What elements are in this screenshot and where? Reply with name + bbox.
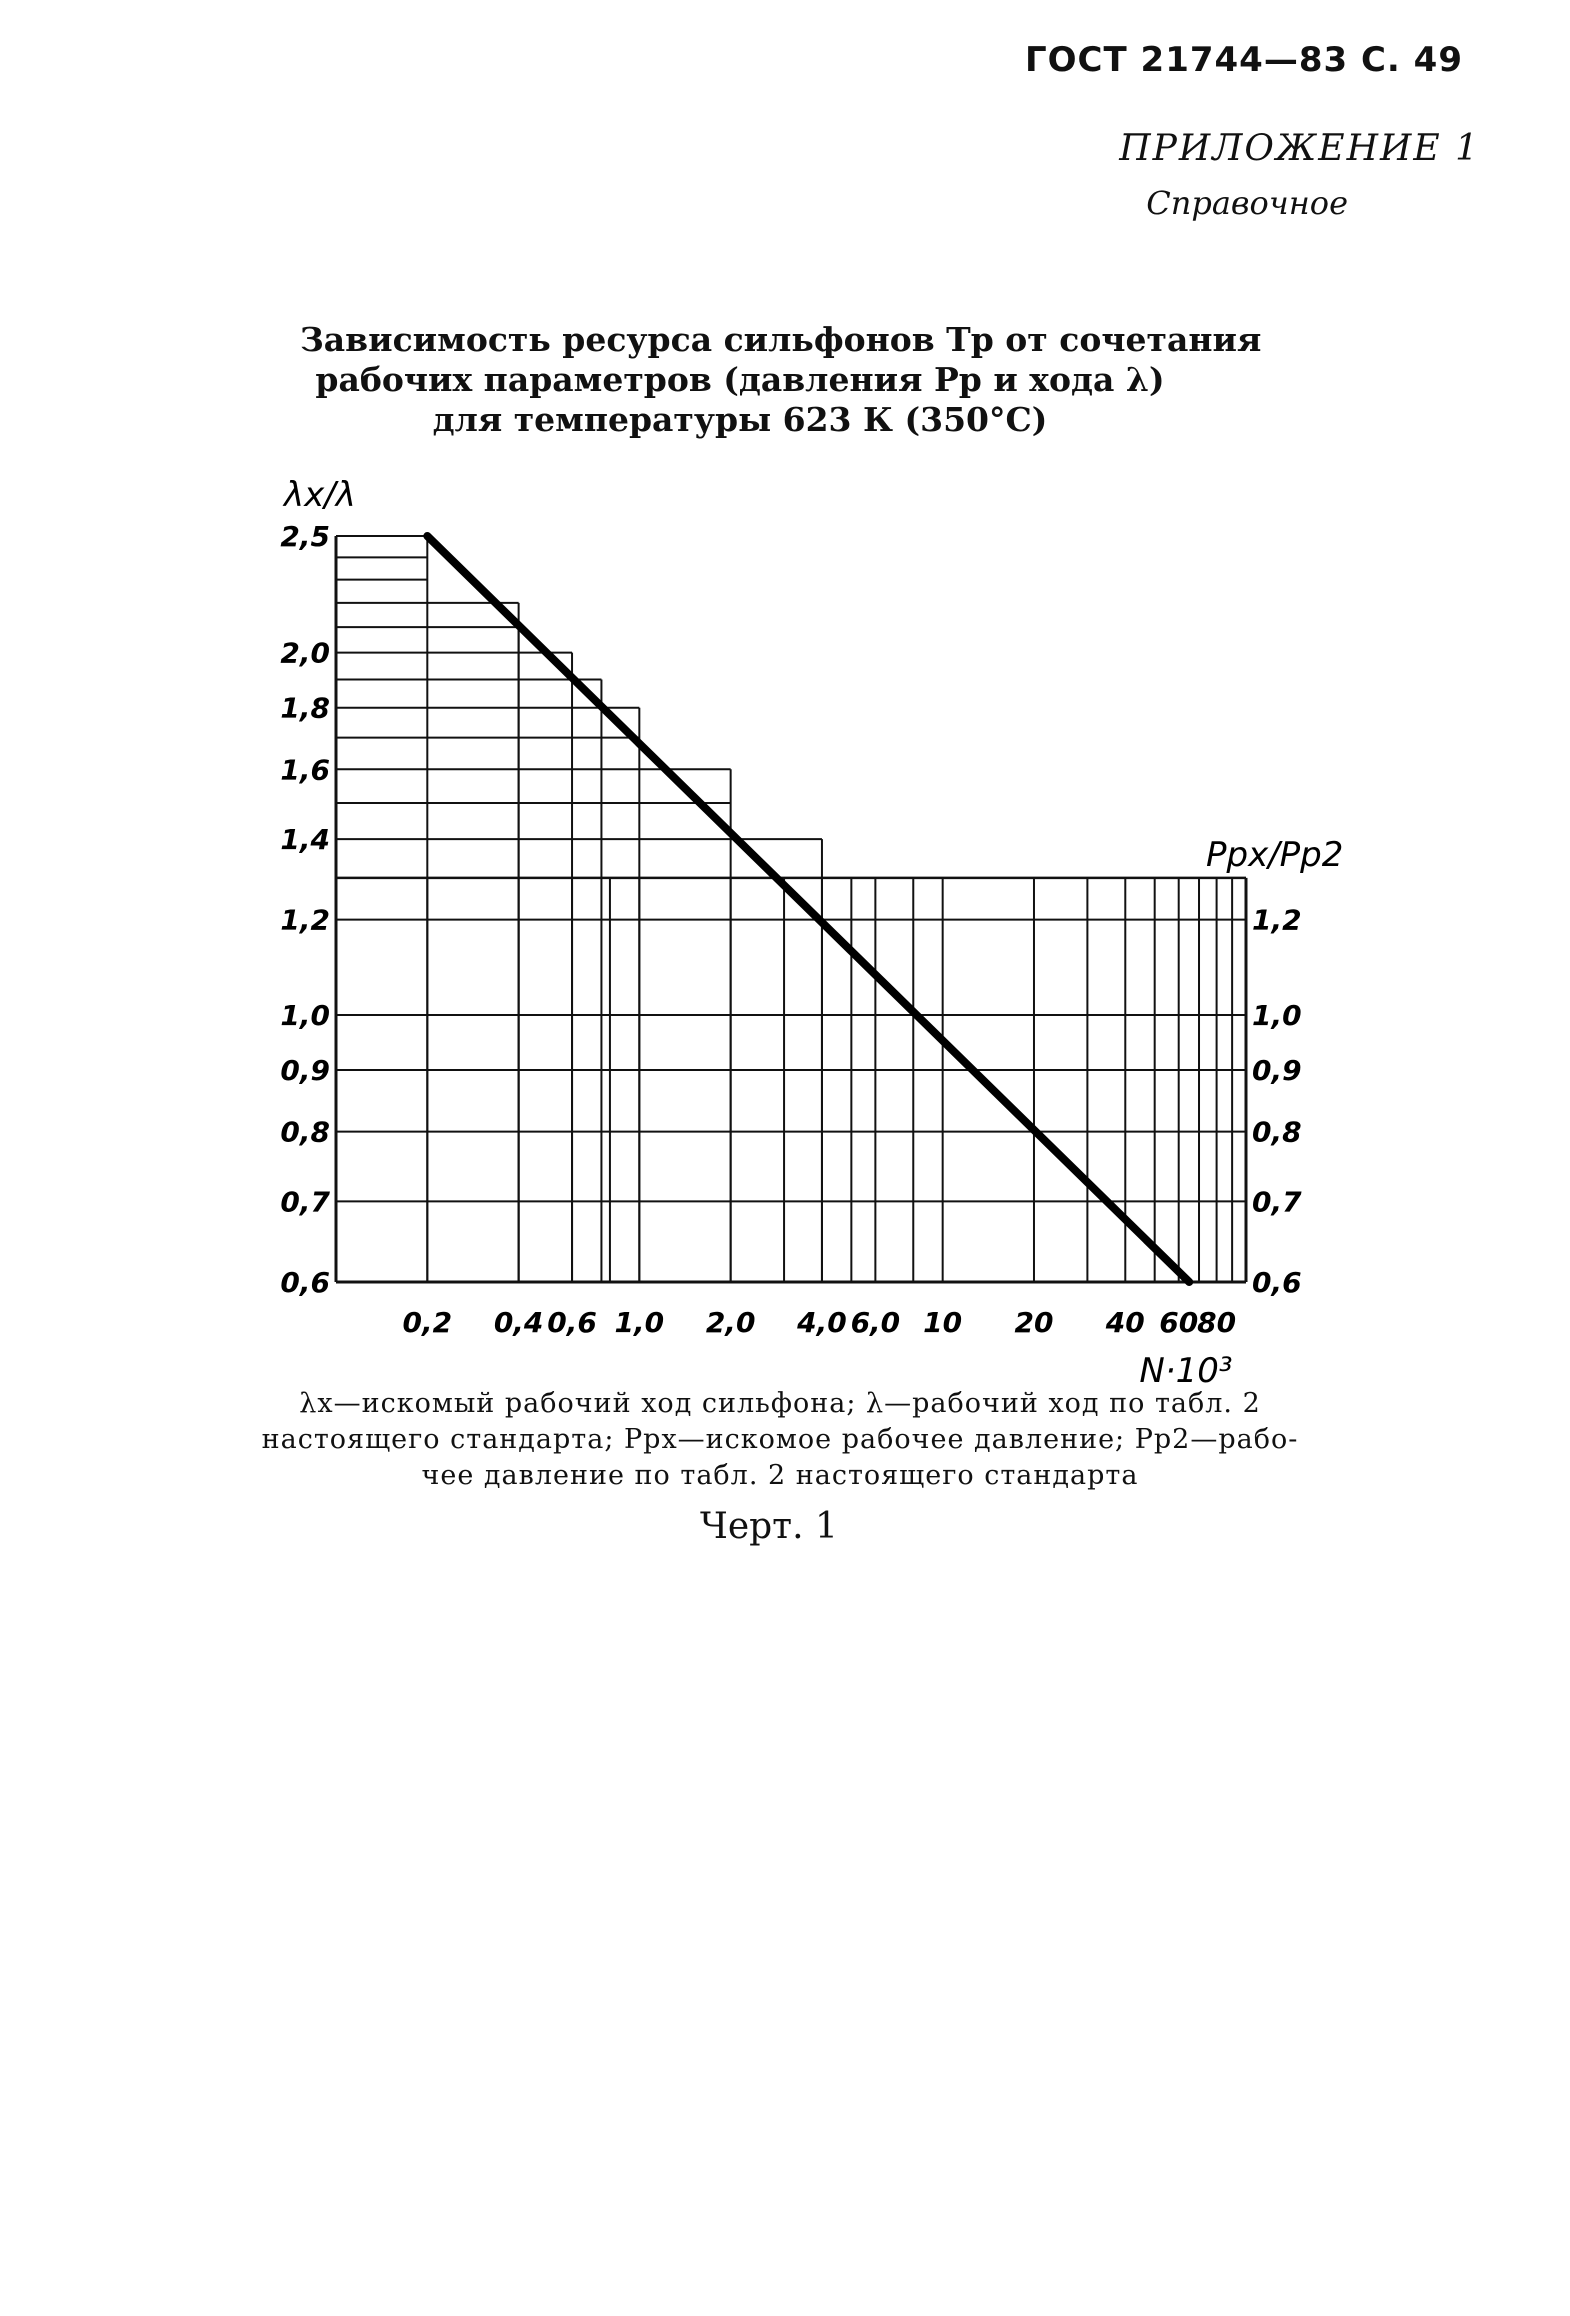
y-tick-left: 0,9 [280,1054,330,1088]
y-tick-left: 0,7 [280,1185,330,1219]
resource-line [427,536,1189,1282]
appendix-label: ПРИЛОЖЕНИЕ 1 [1119,128,1480,169]
y-tick-left: 2,5 [280,520,330,553]
chart-title-line-1: Зависимость ресурса сильфонов Tр от сочетания [300,320,1262,359]
y-tick-left: 0,6 [280,1266,330,1299]
caption-line-3: чее давление по табл. 2 настоящего стандарта [421,1460,1139,1491]
x-tick: 2,0 [705,1306,756,1339]
x-tick: 4,0 [797,1306,847,1339]
chart-caption [260,1386,1300,1494]
figure-label: Черт. 1 [700,1506,838,1547]
y-tick-left: 0,8 [280,1115,330,1149]
y-tick-left: 1,4 [280,823,330,857]
y-tick-left: 1,2 [280,903,330,937]
y-axis-title-right: Ppx/Pp2 [1206,834,1344,875]
x-tick: 60 [1159,1306,1199,1339]
y-tick-right: 1,2 [1252,903,1302,937]
chart-title-line-2: рабочих параметров (давления Pр и хода λ) [315,360,1165,399]
x-tick: 6,0 [850,1306,901,1339]
x-tick: 10 [923,1306,963,1339]
y-tick-right: 1,0 [1252,998,1302,1032]
y-tick-right: 0,6 [1252,1266,1302,1299]
y-tick-right: 0,9 [1252,1054,1302,1088]
y-tick-left: 2,0 [280,636,330,670]
x-tick: 0,2 [402,1306,453,1339]
y-axis-title-left: λx/λ [284,475,356,515]
x-tick: 1,0 [614,1306,665,1339]
y-tick-left: 1,6 [280,753,330,787]
x-tick: 40 [1105,1306,1145,1339]
chart-title-line-3: для температуры 623 К (350°С) [432,400,1048,439]
x-tick: 80 [1197,1306,1237,1339]
caption-line-1: λx—искомый рабочий ход сильфона; λ—рабочий ход по табл. 2 [299,1388,1261,1419]
x-axis-title: N·10³ [1139,1351,1233,1391]
standard-header: ГОСТ 21744—83 С. 49 [1024,40,1463,80]
caption-line-2: настоящего стандарта; Ppx—искомое рабочее давление; Pp2—рабо- [261,1424,1299,1455]
y-tick-left: 1,0 [280,998,330,1032]
x-tick: 20 [1014,1306,1054,1339]
y-tick-right: 0,7 [1252,1185,1302,1219]
x-tick: 0,6 [547,1306,597,1339]
appendix-type: Справочное [1146,184,1348,222]
y-tick-left: 1,8 [280,691,330,725]
x-tick: 0,4 [493,1306,544,1339]
y-tick-right: 0,8 [1252,1115,1302,1149]
